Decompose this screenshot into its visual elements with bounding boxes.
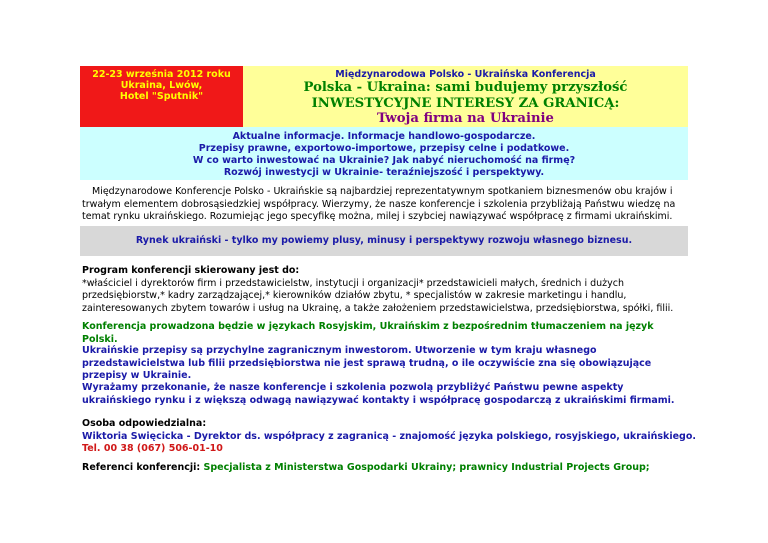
conference-title-box	[243, 66, 688, 127]
conference-header	[80, 66, 688, 127]
conference-title: Polska - Ukraina: sami budujemy przyszłość	[303, 80, 628, 95]
info-line: Przepisy prawne, exportowo-importowe, przepisy celne i podatkowe.	[198, 143, 570, 154]
program-text: *właściciel i dyrektorów firm i przedstawicielstw, instytucji i organizacji* przedstawicieli małych, średnich i dużych przedsiębiorstw,* kadry zarządzającej,* kierowników działów zbytu, * specjalistów w zakresie marketingu i handlu, zainteresowanych zbytem towarów i usług na Ukrainę, a także założeniem przedstawicielstwa, przedsiębiorstwa, spółki, filii.	[82, 277, 674, 314]
program-heading: Program konferencji skierowany jest do:	[82, 265, 300, 276]
referents-line	[82, 462, 692, 475]
conference-subtitle: INWESTYCYJNE INTERESY ZA GRANICĄ:	[311, 95, 620, 111]
referents-value: Specjalista z Ministerstwa Gospodarki Ukrainy; prawnicy Industrial Projects Group;	[203, 462, 650, 473]
contact-heading: Osoba odpowiedzialna:	[82, 418, 207, 429]
regulations-note: Ukraińskie przepisy są przychylne zagranicznym inwestorom. Utworzenie w tym kraju własnego przedstawicielstwa lub filii przedsiębiorstwa nie jest sprawą trudną, o ile oczywiście zna się obowiązujące przepisy w Ukrainie.	[82, 345, 652, 381]
event-hotel: Hotel "Sputnik"	[119, 91, 204, 102]
contact-section	[82, 418, 696, 456]
conference-tagline: Twoja firma na Ukrainie	[377, 111, 554, 126]
info-line: Rozwój inwestycji w Ukrainie- teraźniejszość i perspektywy.	[223, 167, 545, 178]
info-line: W co warto inwestować na Ukrainie? Jak nabyć nieruchomość na firmę?	[192, 155, 576, 166]
intro-paragraph: Międzynarodowe Konferencje Polsko - Ukraińskie są najbardziej reprezentatywnym spotkaniem biznesmenów obu krajów i trwałym elementem dobrosąsiedzkiej współpracy. Wierzymy, że nasze konferencje i szkolenia przybliżają Państwu wiedzę na temat rynku ukraińskiego. Rozumiejąc jego specyfikę można, milej i szybciej nawiązywać współpracę z firmami ukraińskimi.	[82, 186, 676, 222]
contact-person: Wiktoria Swięcicka - Dyrektor ds. współpracy z zagranicą - znajomość języka polskiego, rosyjskiego, ukraińskiego.	[82, 430, 696, 442]
event-place: Ukraina, Lwów,	[120, 80, 203, 91]
languages-note: Konferencja prowadzona będzie w językach Rosyjskim, Ukraińskim z bezpośrednim tłumaczeniem na język Polski.	[82, 321, 654, 345]
conviction-note: Wyrażamy przekonanie, że nasze konferencje i szkolenia pozwolą przybliżyć Państwu pewne aspekty ukraińskiego rynku i z większą odwagą nawiązywać kontakty i współpracę gospodarczą z ukraińskimi firmami.	[82, 382, 675, 406]
date-location-box	[80, 66, 243, 127]
conference-type: Międzynarodowa Polsko - Ukraińska Konferencja	[335, 69, 596, 80]
market-banner: Rynek ukraiński - tylko my powiemy plusy, minusy i perspektywy rozwoju własnego biznesu.	[80, 226, 688, 256]
program-section	[82, 265, 692, 315]
contact-phone: Tel. 00 38 (067) 506-01-10	[82, 443, 223, 454]
event-date: 22-23 września 2012 roku	[92, 69, 231, 80]
info-line: Aktualne informacje. Informacje handlowo-gospodarcze.	[232, 131, 536, 142]
info-topics-box	[80, 127, 688, 180]
referents-label: Referenci konferencji:	[82, 462, 204, 473]
